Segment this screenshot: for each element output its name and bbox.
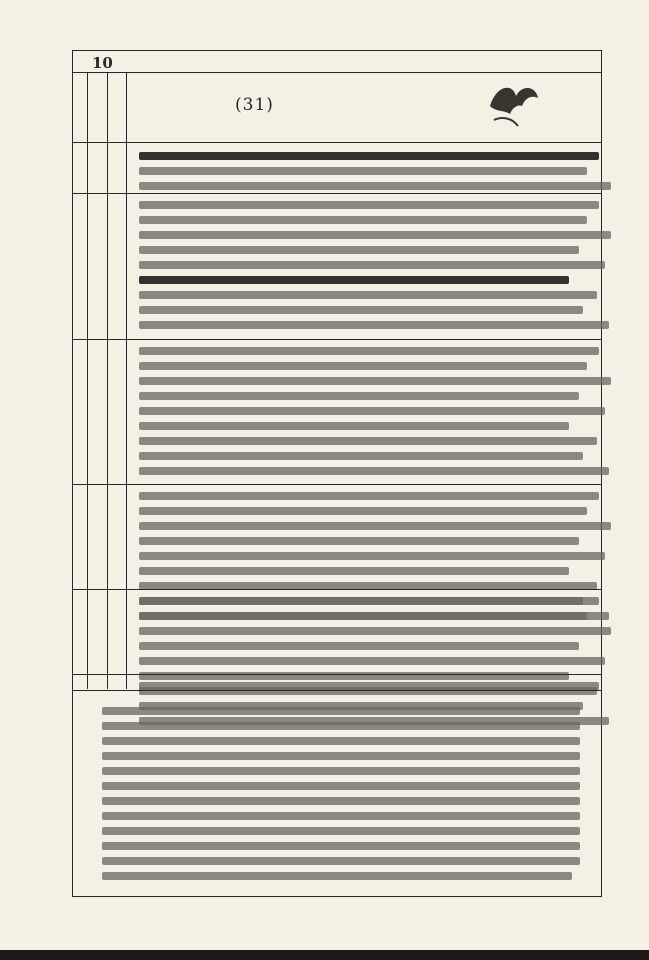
day-group bbox=[72, 343, 602, 478]
calendar-row bbox=[72, 653, 602, 668]
fair-line bbox=[102, 857, 580, 865]
calendar-row bbox=[72, 418, 602, 433]
month-title bbox=[235, 84, 455, 117]
calendar-row bbox=[72, 257, 602, 272]
group-rule bbox=[72, 339, 602, 340]
calendar-row bbox=[72, 608, 602, 623]
calendar-row bbox=[72, 518, 602, 533]
text-line bbox=[139, 682, 599, 690]
text-line bbox=[139, 642, 579, 650]
text-line bbox=[139, 452, 583, 460]
fair-line bbox=[102, 782, 580, 790]
text-line bbox=[139, 522, 611, 530]
text-line bbox=[139, 291, 597, 299]
fair-line bbox=[102, 797, 580, 805]
text-line bbox=[139, 567, 569, 575]
calendar-row bbox=[72, 148, 602, 163]
text-line bbox=[139, 182, 611, 190]
text-line bbox=[139, 216, 587, 224]
calendar-row bbox=[72, 287, 602, 302]
fair-line bbox=[102, 872, 572, 880]
fair-line bbox=[102, 737, 580, 745]
text-line bbox=[139, 261, 605, 269]
text-line bbox=[139, 321, 609, 329]
calendar-row bbox=[72, 163, 602, 178]
fair-line bbox=[102, 752, 580, 760]
text-line bbox=[139, 657, 605, 665]
text-line bbox=[139, 492, 599, 500]
text-line bbox=[139, 507, 587, 515]
group-rule bbox=[72, 674, 602, 675]
column-header-old-style bbox=[104, 74, 120, 142]
day-group bbox=[72, 197, 602, 332]
text-line bbox=[139, 407, 605, 415]
calendar-row bbox=[72, 463, 602, 478]
calendar-row bbox=[72, 403, 602, 418]
column-header-new-style bbox=[88, 74, 104, 142]
angel-icon bbox=[482, 76, 542, 132]
fair-line bbox=[102, 767, 580, 775]
text-line bbox=[139, 377, 611, 385]
fair-line bbox=[102, 842, 580, 850]
calendar-row bbox=[72, 503, 602, 518]
text-line bbox=[139, 537, 579, 545]
fair-line bbox=[102, 707, 580, 715]
calendar-row bbox=[72, 433, 602, 448]
title-rule bbox=[72, 142, 602, 143]
text-line bbox=[139, 467, 609, 475]
calendar-row bbox=[72, 358, 602, 373]
text-line bbox=[139, 437, 597, 445]
group-rule bbox=[72, 589, 602, 590]
fairs-section bbox=[102, 700, 580, 887]
calendar-row bbox=[72, 212, 602, 227]
calendar-row bbox=[72, 178, 602, 193]
text-line bbox=[139, 612, 587, 620]
calendar-row bbox=[72, 563, 602, 578]
fair-line bbox=[102, 827, 580, 835]
calendar-row bbox=[72, 638, 602, 653]
text-line bbox=[139, 362, 587, 370]
calendar-row bbox=[72, 242, 602, 257]
group-rule bbox=[72, 484, 602, 485]
text-line bbox=[139, 306, 583, 314]
text-line bbox=[139, 246, 579, 254]
fair-line bbox=[102, 722, 580, 730]
scan-edge bbox=[0, 950, 649, 960]
calendar-row bbox=[72, 388, 602, 403]
calendar-row bbox=[72, 533, 602, 548]
calendar-row bbox=[72, 197, 602, 212]
text-line bbox=[139, 231, 611, 239]
column-header-weekday bbox=[72, 74, 88, 142]
calendar-row bbox=[72, 593, 602, 608]
day-group bbox=[72, 148, 602, 193]
calendar-row bbox=[72, 272, 602, 287]
calendar-row bbox=[72, 578, 602, 593]
calendar-end-rule bbox=[72, 690, 602, 691]
calendar-row bbox=[72, 548, 602, 563]
column-headers bbox=[72, 74, 120, 142]
calendar-row bbox=[72, 448, 602, 463]
header-rule bbox=[72, 72, 602, 73]
text-line bbox=[139, 422, 569, 430]
text-line bbox=[139, 552, 605, 560]
text-line bbox=[139, 201, 599, 209]
calendar-row bbox=[72, 488, 602, 503]
page-number: 10 bbox=[92, 54, 113, 72]
text-line bbox=[139, 392, 579, 400]
calendar-row bbox=[72, 373, 602, 388]
calendar-row bbox=[72, 623, 602, 638]
text-line bbox=[139, 627, 611, 635]
text-line bbox=[139, 167, 587, 175]
group-rule bbox=[72, 193, 602, 194]
text-line bbox=[139, 276, 569, 284]
fair-line bbox=[102, 812, 580, 820]
calendar-row bbox=[72, 317, 602, 332]
month-days: (31) bbox=[235, 95, 274, 115]
text-line bbox=[139, 347, 599, 355]
calendar-row bbox=[72, 227, 602, 242]
text-line bbox=[139, 597, 599, 605]
calendar-row bbox=[72, 302, 602, 317]
text-line bbox=[139, 152, 599, 160]
calendar-row bbox=[72, 343, 602, 358]
